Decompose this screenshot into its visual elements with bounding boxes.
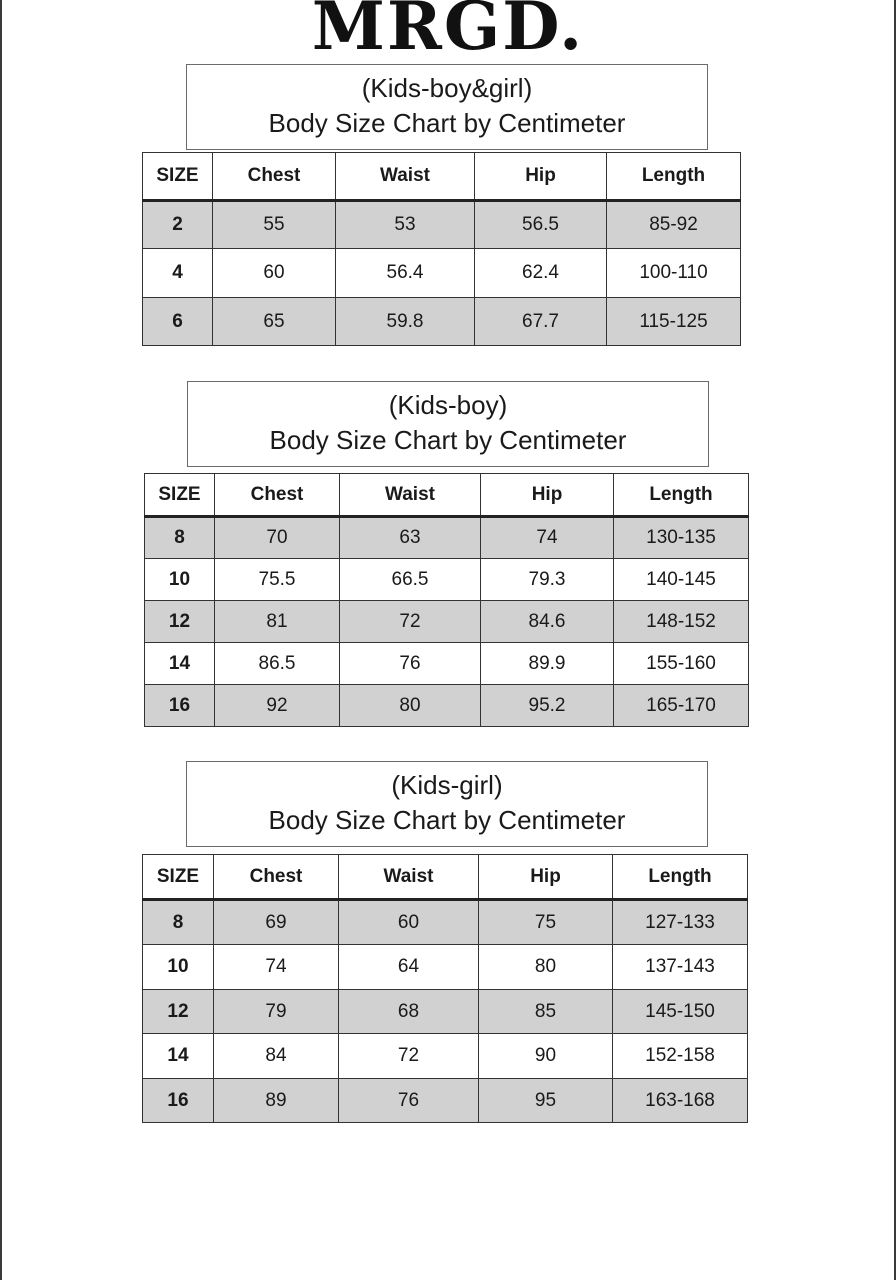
waist-cell: 59.8 [336,298,475,346]
waist-cell: 56.4 [336,249,475,298]
section-title-audience: (Kids-girl) [391,770,503,800]
section-title-caption: Body Size Chart by Centimeter [269,425,627,455]
hip-cell: 95.2 [481,685,614,727]
size-cell: 14 [145,643,215,685]
table-row [143,1034,748,1079]
table-header-row [143,153,741,201]
length-cell: 152-158 [613,1034,748,1079]
size-cell: 2 [143,201,213,249]
hip-cell: 80 [479,945,613,990]
section-title-box [187,381,709,467]
size-cell: 8 [145,517,215,559]
size-cell: 4 [143,249,213,298]
size-cell: 10 [143,945,214,990]
table-header-row [143,855,748,900]
column-header-waist: Waist [336,153,475,201]
section-title-caption: Body Size Chart by Centimeter [268,108,626,138]
size-cell: 14 [143,1034,214,1079]
waist-cell: 72 [339,1034,479,1079]
size-chart-table [142,854,748,1123]
size-chart-table [142,152,741,346]
table-row [145,685,749,727]
chest-cell: 84 [214,1034,339,1079]
column-header-length: Length [614,474,749,517]
length-cell: 130-135 [614,517,749,559]
size-cell: 16 [145,685,215,727]
waist-cell: 76 [339,1079,479,1123]
column-header-waist: Waist [339,855,479,900]
table-row [143,900,748,945]
table-row [145,601,749,643]
hip-cell: 95 [479,1079,613,1123]
waist-cell: 80 [340,685,481,727]
table-row [143,298,741,346]
column-header-length: Length [613,855,748,900]
waist-cell: 60 [339,900,479,945]
column-header-size: SIZE [143,153,213,201]
hip-cell: 84.6 [481,601,614,643]
chest-cell: 81 [215,601,340,643]
column-header-hip: Hip [479,855,613,900]
chest-cell: 69 [214,900,339,945]
section-title-audience: (Kids-boy) [388,390,508,420]
chest-cell: 79 [214,990,339,1034]
brand-logo: MRGD. [311,0,585,65]
length-cell: 100-110 [607,249,741,298]
section-title-box [186,64,708,150]
waist-cell: 66.5 [340,559,481,601]
size-cell: 6 [143,298,213,346]
table-row [143,201,741,249]
table-row [145,517,749,559]
size-cell: 10 [145,559,215,601]
table-row [143,249,741,298]
size-cell: 16 [143,1079,214,1123]
size-cell: 12 [145,601,215,643]
waist-cell: 64 [339,945,479,990]
hip-cell: 85 [479,990,613,1034]
waist-cell: 76 [340,643,481,685]
chest-cell: 55 [213,201,336,249]
size-cell: 8 [143,900,214,945]
chest-cell: 89 [214,1079,339,1123]
section-title-caption: Body Size Chart by Centimeter [268,805,626,835]
hip-cell: 56.5 [475,201,607,249]
table-row [145,643,749,685]
chest-cell: 70 [215,517,340,559]
waist-cell: 72 [340,601,481,643]
column-header-size: SIZE [143,855,214,900]
length-cell: 148-152 [614,601,749,643]
waist-cell: 53 [336,201,475,249]
length-cell: 163-168 [613,1079,748,1123]
size-cell: 12 [143,990,214,1034]
hip-cell: 67.7 [475,298,607,346]
chest-cell: 86.5 [215,643,340,685]
waist-cell: 68 [339,990,479,1034]
table-row [143,990,748,1034]
chest-cell: 60 [213,249,336,298]
chest-cell: 65 [213,298,336,346]
column-header-waist: Waist [340,474,481,517]
length-cell: 127-133 [613,900,748,945]
hip-cell: 62.4 [475,249,607,298]
column-header-chest: Chest [213,153,336,201]
column-header-chest: Chest [214,855,339,900]
column-header-hip: Hip [475,153,607,201]
table-header-row [145,474,749,517]
table-row [143,1079,748,1123]
column-header-hip: Hip [481,474,614,517]
waist-cell: 63 [340,517,481,559]
hip-cell: 74 [481,517,614,559]
hip-cell: 90 [479,1034,613,1079]
length-cell: 137-143 [613,945,748,990]
length-cell: 85-92 [607,201,741,249]
column-header-length: Length [607,153,741,201]
table-row [143,945,748,990]
length-cell: 140-145 [614,559,749,601]
section-title-box [186,761,708,847]
length-cell: 155-160 [614,643,749,685]
hip-cell: 75 [479,900,613,945]
length-cell: 165-170 [614,685,749,727]
hip-cell: 89.9 [481,643,614,685]
hip-cell: 79.3 [481,559,614,601]
length-cell: 145-150 [613,990,748,1034]
column-header-chest: Chest [215,474,340,517]
page-border-left [0,0,2,1280]
size-chart-table [144,473,749,727]
length-cell: 115-125 [607,298,741,346]
table-row [145,559,749,601]
chest-cell: 92 [215,685,340,727]
column-header-size: SIZE [145,474,215,517]
chest-cell: 74 [214,945,339,990]
chest-cell: 75.5 [215,559,340,601]
section-title-audience: (Kids-boy&girl) [361,73,533,103]
